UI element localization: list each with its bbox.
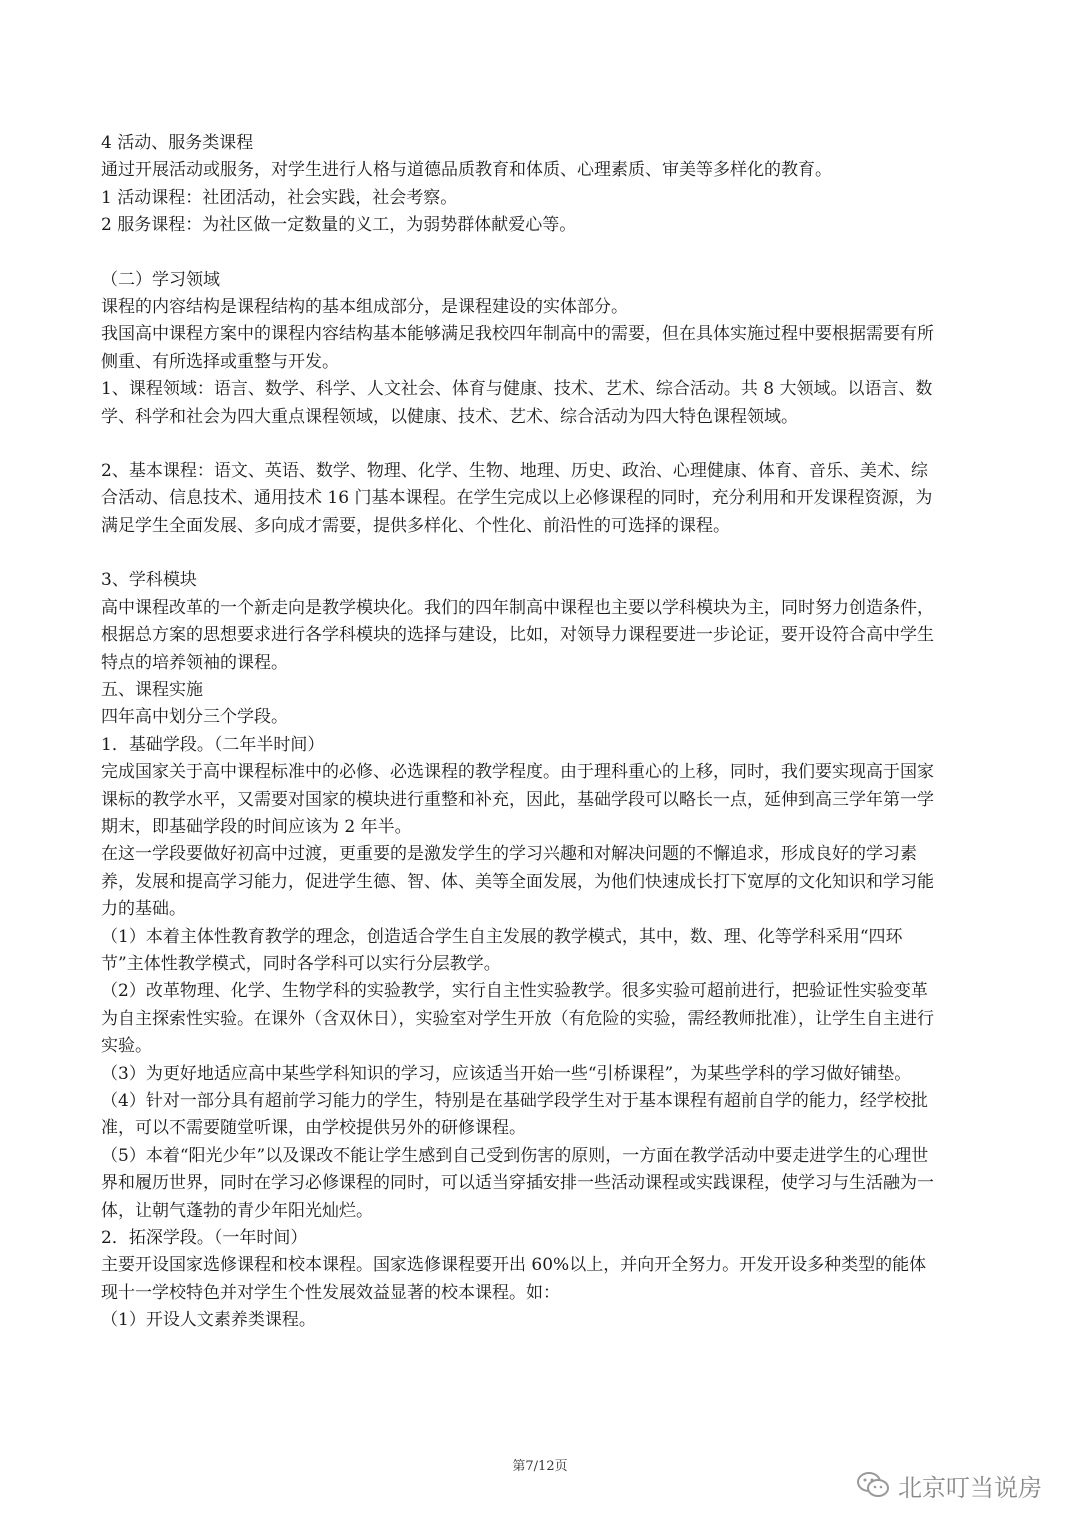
blank-line <box>101 431 941 458</box>
paragraph: 1．基础学段。（二年半时间） <box>101 734 325 755</box>
paragraph: 2、基本课程：语文、英语、数学、物理、化学、生物、地理、历史、政治、心理健康、体育、音乐、美术、综合活动、信息技术、通用技术 16 门基本课程。在学生完成以上必修课程的同时，充分利用和开发课程资源，为满足学生全面发展、多向成才需要，提供多样化、个性化、前沿性的可选择的课程。 <box>101 461 933 536</box>
paragraph: 在这一学段要做好初高中过渡，更重要的是激发学生的学习兴趣和对解决问题的不懈追求，形成良好的学习素养，发展和提高学习能力，促进学生德、智、体、美等全面发展，为他们快速成长打下宽厚的文化知识和学习能力的基础。 <box>101 844 934 920</box>
blank-line <box>101 240 941 267</box>
paragraph: 4 活动、服务类课程 <box>101 133 254 153</box>
paragraph: （3）为更好地适应高中某些学科知识的学习，应该适当开始一些“引桥课程”，为某些学科的学习做好铺垫。 <box>101 1063 912 1084</box>
paragraph: （5）本着“阳光少年”以及课改不能让学生感到自己受到伤害的原则，一方面在教学活动中要走进学生的心理世界和履历世界，同时在学习必修课程的同时，可以适当穿插安排一些活动课程或实践课程，使学习与生活融为一体，让朝气蓬勃的青少年阳光灿烂。 <box>101 1145 934 1221</box>
paragraph: （1）本着主体性教育教学的理念，创造适合学生自主发展的教学模式，其中，数、理、化等学科采用“四环节”主体性教学模式，同时各学科可以实行分层教学。 <box>101 926 903 974</box>
wechat-icon <box>856 1470 890 1500</box>
paragraph: 我国高中课程方案中的课程内容结构基本能够满足我校四年制高中的需要，但在具体实施过程中要根据需要有所侧重、有所选择或重整与开发。 <box>101 324 934 372</box>
paragraph: 主要开设国家选修课程和校本课程。国家选修课程要开出 60%以上，并向开全努力。开发开设多种类型的能体现十一学校特色并对学生个性发展效益显著的校本课程。如： <box>101 1255 927 1303</box>
section-heading: 五、课程实施 <box>101 679 203 700</box>
paragraph: （1）开设人文素养类课程。 <box>101 1310 316 1331</box>
document-body <box>101 130 941 1335</box>
paragraph: 高中课程改革的一个新走向是教学模块化。我们的四年制高中课程也主要以学科模块为主，同时努力创造条件，根据总方案的思想要求进行各学科模块的选择与建设，比如，对领导力课程要进一步论证，要开设符合高中学生特点的培养领袖的课程。 <box>101 597 934 673</box>
paragraph: （4）针对一部分具有超前学习能力的学生，特别是在基础学段学生对于基本课程有超前自学的能力，经学校批准，可以不需要随堂听课，由学校提供另外的研修课程。 <box>101 1091 928 1139</box>
paragraph: （2）改革物理、化学、生物学科的实验教学，实行自主性实验教学。很多实验可超前进行，把验证性实验变革为自主探索性实验。在课外（含双休日），实验室对学生开放（有危险的实验，需经教师批准），让学生自主进行实验。 <box>101 981 934 1057</box>
paragraph: 2．拓深学段。（一年时间） <box>101 1228 308 1249</box>
page-number: 第7/12页 <box>512 1459 568 1474</box>
paragraph: 2 服务课程：为社区做一定数量的义工，为弱势群体献爱心等。 <box>101 215 577 236</box>
paragraph: 四年高中划分三个学段。 <box>101 707 288 728</box>
paragraph: 课程的内容结构是课程结构的基本组成部分，是课程建设的实体部分。 <box>101 297 628 318</box>
blank-line <box>101 540 941 567</box>
paragraph: 1、课程领域：语言、数学、科学、人文社会、体育与健康、技术、艺术、综合活动。共 8 大领域。以语言、数学、科学和社会为四大重点课程领域，以健康、技术、艺术、综合活动为四大特色课程领域。 <box>101 379 933 427</box>
paragraph: 1 活动课程：社团活动，社会实践，社会考察。 <box>101 187 458 208</box>
section-heading: （二）学习领域 <box>101 269 220 290</box>
paragraph: 完成国家关于高中课程标准中的必修、必选课程的教学程度。由于理科重心的上移，同时，我们要实现高于国家课标的教学水平，又需要对国家的模块进行重整和补充，因此，基础学段可以略长一点，延伸到高三学年第一学期末，即基础学段的时间应该为 2 年半。 <box>101 762 934 837</box>
section-heading: 3、学科模块 <box>101 570 197 591</box>
paragraph: 通过开展活动或服务，对学生进行人格与道德品质教育和体质、心理素质、审美等多样化的教育。 <box>101 160 832 181</box>
watermark-text: 北京叮当说房 <box>898 1473 1042 1502</box>
watermark <box>856 1465 1042 1505</box>
